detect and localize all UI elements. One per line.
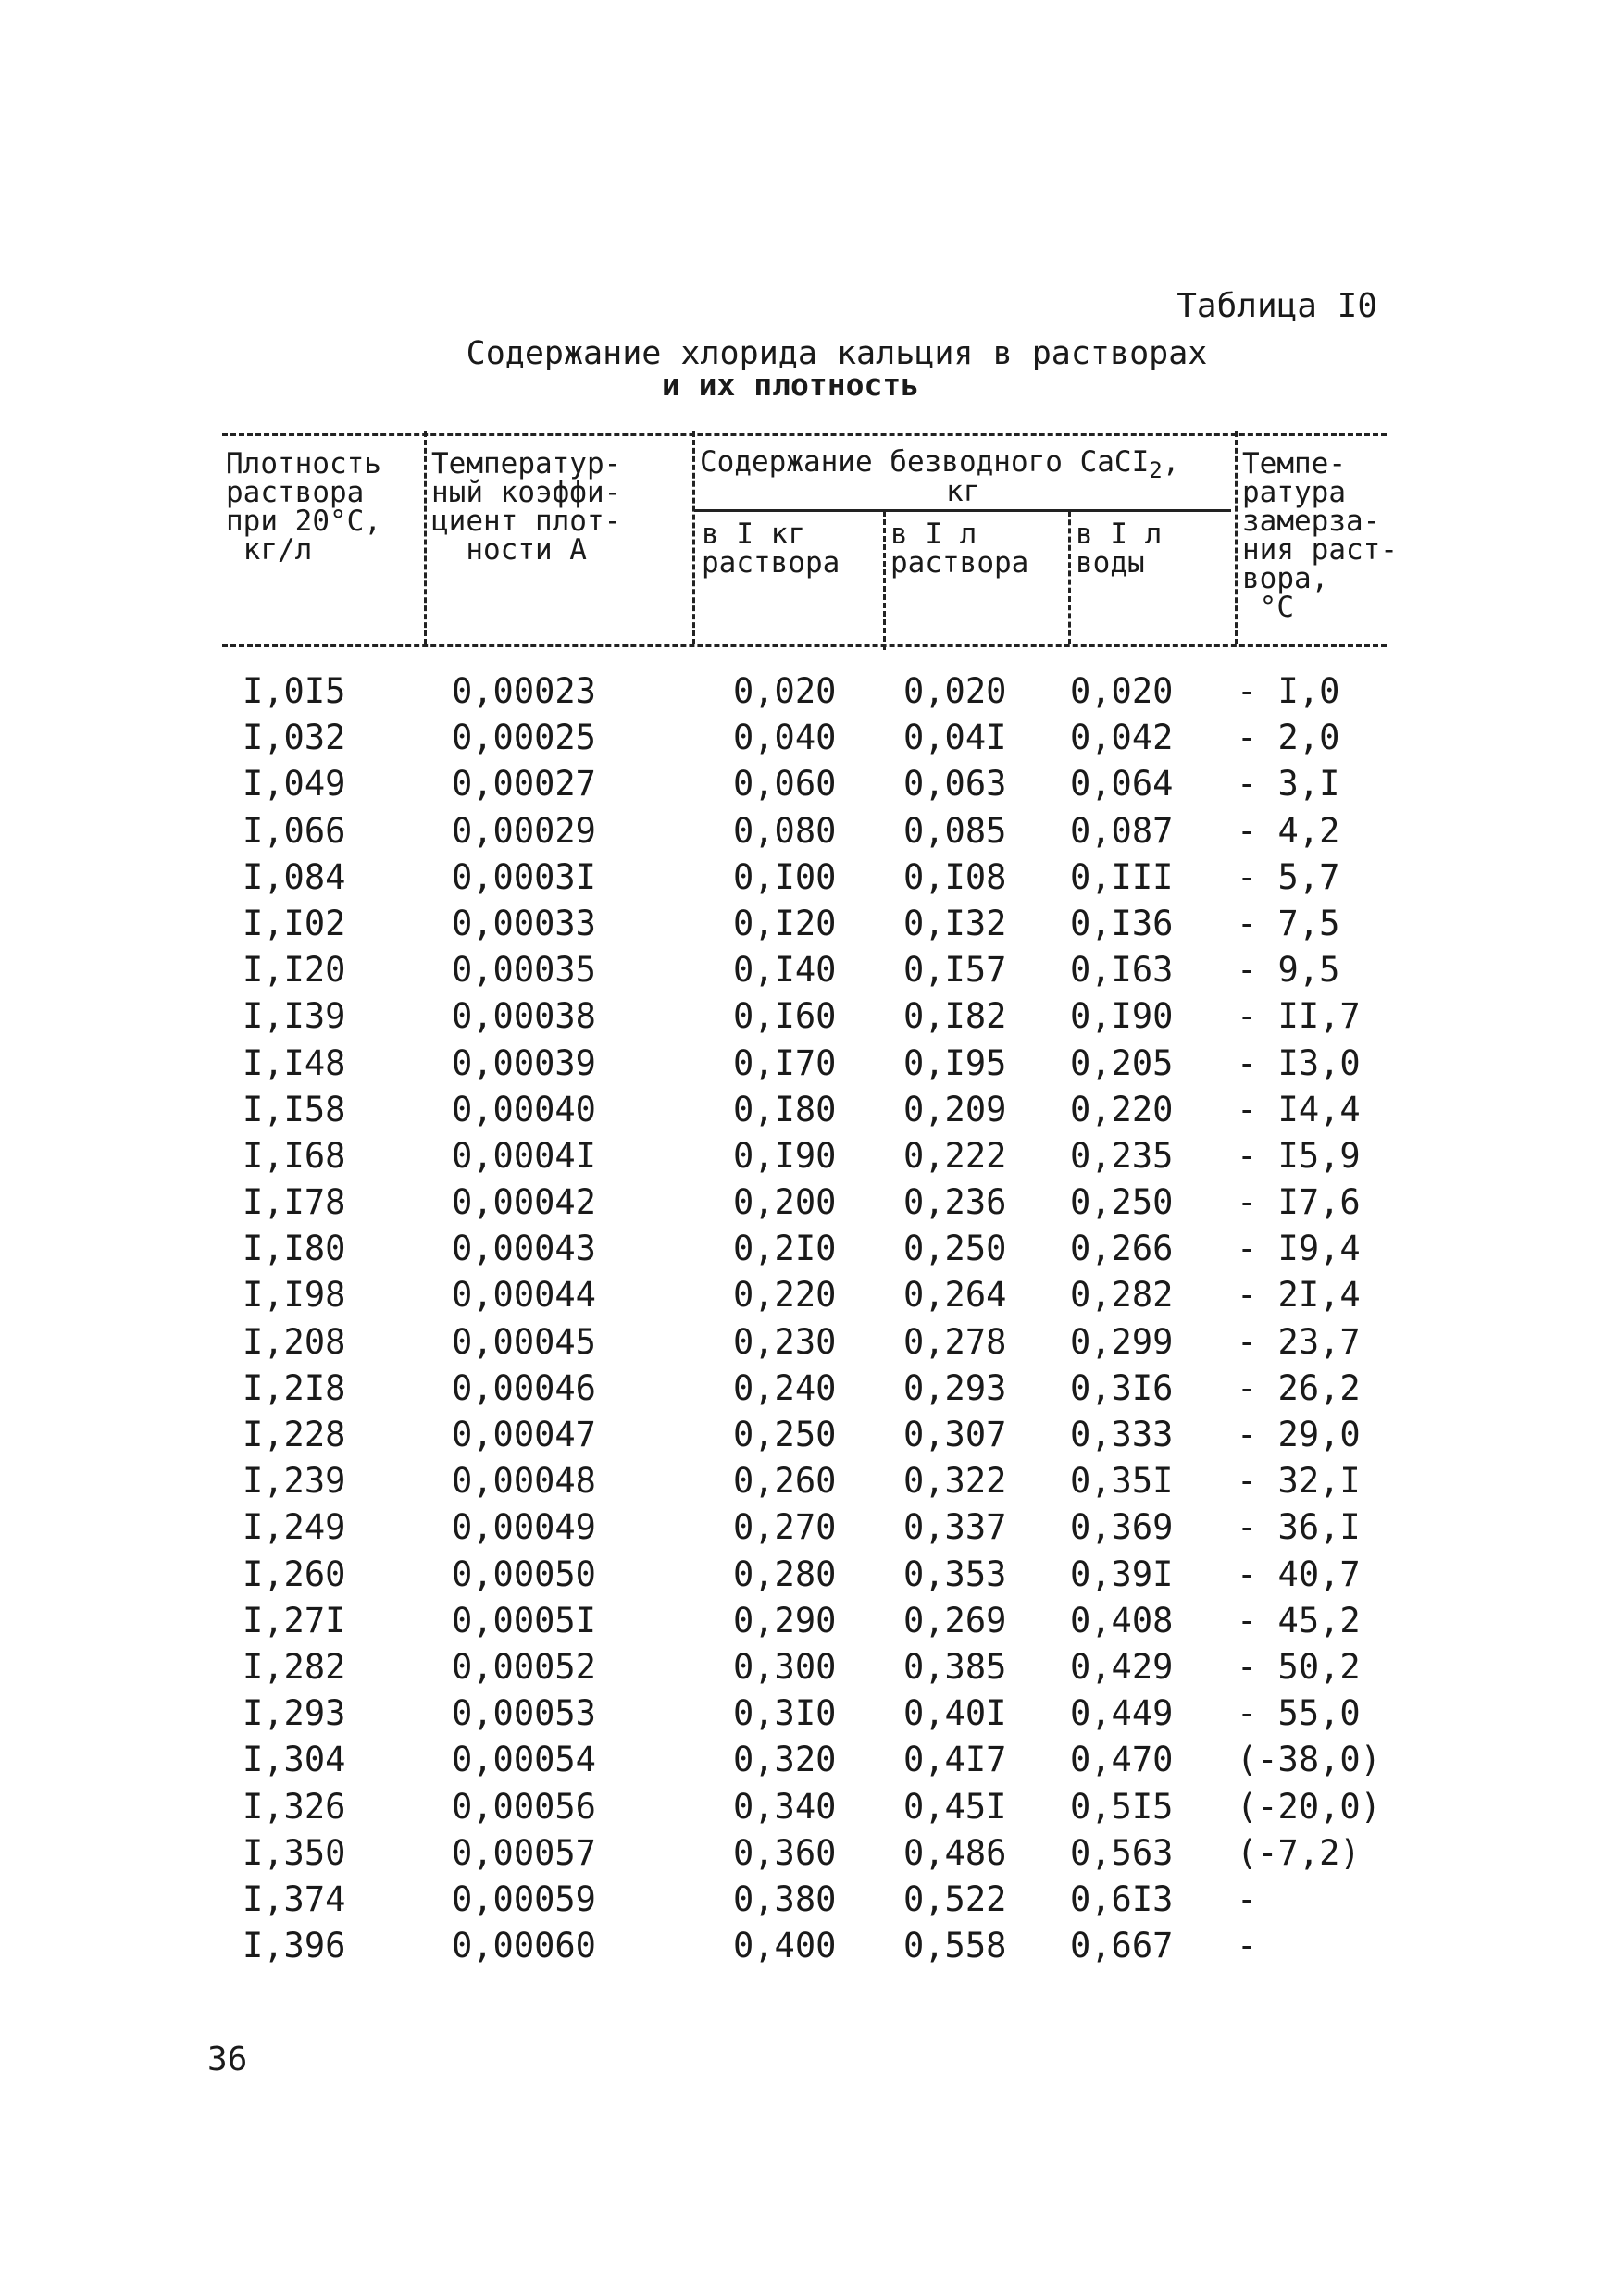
table-row	[0, 1830, 1618, 1877]
cell-per-l-solution: 0,063	[903, 764, 1007, 805]
cell-per-l-water: 0,I90	[1070, 996, 1174, 1037]
cell-temp-coefficient: 0,00054	[452, 1740, 596, 1780]
cell-density: I,I20	[243, 950, 346, 991]
table-row	[0, 1877, 1618, 1923]
header-cacl2-subscript: 2	[1149, 457, 1163, 484]
cell-per-kg-solution: 0,290	[733, 1600, 837, 1641]
cell-temp-coefficient: 0,00052	[452, 1646, 596, 1687]
cell-per-l-water: 0,39I	[1070, 1554, 1174, 1594]
table-title-line2: и их плотность	[661, 367, 920, 403]
cell-per-l-water: 0,087	[1070, 810, 1174, 851]
cell-freezing-temp: - 2,0	[1237, 718, 1340, 758]
cell-per-kg-solution: 0,I90	[733, 1135, 837, 1176]
cell-freezing-temp: - 32,I	[1237, 1461, 1361, 1502]
table-row	[0, 1923, 1618, 1969]
cell-temp-coefficient: 0,00057	[452, 1832, 596, 1873]
cell-per-l-solution: 0,I32	[903, 903, 1007, 943]
header-cacl2-label: Содержание безводного CaCI	[700, 445, 1150, 479]
cell-freezing-temp: -	[1237, 1878, 1258, 1919]
cell-freezing-temp: - 2I,4	[1237, 1275, 1361, 1316]
cell-per-l-water: 0,667	[1070, 1926, 1174, 1966]
cell-density: I,249	[243, 1507, 346, 1548]
cell-freezing-temp: (-20,0)	[1237, 1786, 1381, 1827]
cell-temp-coefficient: 0,00042	[452, 1182, 596, 1223]
cell-per-l-solution: 0,307	[903, 1415, 1007, 1454]
cell-temp-coefficient: 0,00060	[452, 1926, 596, 1966]
cell-density: I,293	[243, 1693, 346, 1734]
cell-freezing-temp: - 23,7	[1237, 1321, 1361, 1362]
cell-density: I,I48	[243, 1042, 346, 1083]
table-row	[0, 1412, 1618, 1458]
cell-density: I,I98	[243, 1275, 346, 1316]
cell-freezing-temp: - 36,I	[1237, 1507, 1361, 1548]
table-row	[0, 808, 1618, 855]
cell-per-l-solution: 0,40I	[903, 1693, 1007, 1734]
cell-temp-coefficient: 0,00029	[452, 810, 596, 851]
cell-per-l-water: 0,3I6	[1070, 1367, 1174, 1408]
header-cacl2-unit: кг	[946, 475, 981, 508]
col-divider-3	[883, 511, 886, 650]
cell-density: I,I02	[243, 903, 346, 943]
cell-per-l-water: 0,5I5	[1070, 1786, 1174, 1827]
cell-freezing-temp: - I4,4	[1237, 1089, 1361, 1129]
cell-per-kg-solution: 0,I20	[733, 903, 837, 943]
cell-freezing-temp: - 3,I	[1237, 764, 1340, 805]
cell-temp-coefficient: 0,00027	[452, 764, 596, 805]
table-label: Таблица I0	[1176, 287, 1377, 325]
cell-per-l-water: 0,299	[1070, 1321, 1174, 1362]
cell-per-kg-solution: 0,280	[733, 1554, 837, 1594]
table-row	[0, 1691, 1618, 1737]
cell-temp-coefficient: 0,00056	[452, 1786, 596, 1827]
cell-per-l-solution: 0,385	[903, 1646, 1007, 1687]
cell-freezing-temp: - 9,5	[1237, 950, 1340, 991]
cell-per-kg-solution: 0,020	[733, 671, 837, 711]
cell-temp-coefficient: 0,00043	[452, 1229, 596, 1269]
cell-per-kg-solution: 0,040	[733, 718, 837, 758]
cell-per-l-solution: 0,337	[903, 1507, 1007, 1548]
cell-density: I,326	[243, 1786, 346, 1827]
cell-per-kg-solution: 0,I60	[733, 996, 837, 1037]
cell-per-l-solution: 0,322	[903, 1461, 1007, 1502]
cell-density: I,304	[243, 1740, 346, 1780]
cell-per-l-solution: 0,278	[903, 1321, 1007, 1362]
cell-per-l-solution: 0,I08	[903, 856, 1007, 897]
header-density: Плотность раствора при 20°С, кг/л	[226, 447, 381, 567]
cell-per-l-water: 0,429	[1070, 1646, 1174, 1687]
cell-density: I,032	[243, 718, 346, 758]
cell-per-l-solution: 0,I82	[903, 996, 1007, 1037]
cell-per-kg-solution: 0,230	[733, 1321, 837, 1362]
cell-density: I,350	[243, 1832, 346, 1873]
cell-freezing-temp: - I7,6	[1237, 1182, 1361, 1223]
cell-freezing-temp: (-38,0)	[1237, 1740, 1381, 1780]
cell-temp-coefficient: 0,00044	[452, 1275, 596, 1316]
cell-per-l-solution: 0,269	[903, 1600, 1007, 1641]
cell-per-l-solution: 0,264	[903, 1275, 1007, 1316]
header-per-l-water: в I л воды	[1076, 518, 1163, 580]
cell-freezing-temp: - 7,5	[1237, 903, 1340, 943]
cell-density: I,066	[243, 810, 346, 851]
table-row	[0, 947, 1618, 993]
cell-per-l-water: 0,III	[1070, 856, 1174, 897]
col-divider-1	[424, 431, 427, 644]
cell-per-kg-solution: 0,I70	[733, 1042, 837, 1083]
cell-per-l-water: 0,563	[1070, 1832, 1174, 1873]
cell-per-l-solution: 0,I57	[903, 950, 1007, 991]
table-row	[0, 1087, 1618, 1133]
cell-per-l-water: 0,6I3	[1070, 1878, 1174, 1919]
cell-per-l-water: 0,I63	[1070, 950, 1174, 991]
table-row	[0, 715, 1618, 761]
table-row	[0, 1041, 1618, 1087]
cell-density: I,27I	[243, 1600, 346, 1641]
cell-per-l-water: 0,020	[1070, 671, 1174, 711]
cell-per-l-water: 0,235	[1070, 1135, 1174, 1176]
cell-per-l-solution: 0,486	[903, 1832, 1007, 1873]
cell-density: I,374	[243, 1878, 346, 1919]
cell-per-l-solution: 0,236	[903, 1182, 1007, 1223]
cell-freezing-temp: -	[1237, 1926, 1258, 1966]
table-row	[0, 1737, 1618, 1783]
cell-per-kg-solution: 0,220	[733, 1275, 837, 1316]
cell-per-l-water: 0,35I	[1070, 1461, 1174, 1502]
cell-temp-coefficient: 0,00047	[452, 1415, 596, 1454]
cell-per-l-solution: 0,085	[903, 810, 1007, 851]
cell-freezing-temp: - 26,2	[1237, 1367, 1361, 1408]
table-row	[0, 1179, 1618, 1226]
cell-density: I,I78	[243, 1182, 346, 1223]
cell-per-kg-solution: 0,3I0	[733, 1693, 837, 1734]
table-row	[0, 1272, 1618, 1318]
cell-per-kg-solution: 0,I00	[733, 856, 837, 897]
cell-density: I,I80	[243, 1229, 346, 1269]
cell-density: I,I39	[243, 996, 346, 1037]
cell-temp-coefficient: 0,00039	[452, 1042, 596, 1083]
cell-per-l-water: 0,408	[1070, 1600, 1174, 1641]
table-row	[0, 993, 1618, 1040]
table-row	[0, 855, 1618, 901]
header-per-l-solution: в I л раствора	[890, 518, 1029, 580]
cell-freezing-temp: - 50,2	[1237, 1646, 1361, 1687]
table-row	[0, 1458, 1618, 1504]
cell-per-l-water: 0,250	[1070, 1182, 1174, 1223]
header-bottom-rule	[222, 644, 1387, 647]
cell-per-l-water: 0,205	[1070, 1042, 1174, 1083]
cell-per-l-solution: 0,558	[903, 1926, 1007, 1966]
cell-per-l-solution: 0,45I	[903, 1786, 1007, 1827]
cell-density: I,I68	[243, 1135, 346, 1176]
cell-per-kg-solution: 0,340	[733, 1786, 837, 1827]
header-temp-coefficient: Температур- ный коэффи- циент плот- ности А	[431, 447, 622, 567]
cell-per-kg-solution: 0,260	[733, 1461, 837, 1502]
table-row	[0, 1598, 1618, 1644]
table-row	[0, 668, 1618, 715]
cell-per-l-water: 0,220	[1070, 1089, 1174, 1129]
cell-freezing-temp: - 5,7	[1237, 856, 1340, 897]
cell-per-l-solution: 0,I95	[903, 1042, 1007, 1083]
cell-temp-coefficient: 0,00053	[452, 1693, 596, 1734]
cell-density: I,282	[243, 1646, 346, 1687]
cell-density: I,260	[243, 1554, 346, 1594]
cell-temp-coefficient: 0,00050	[452, 1554, 596, 1594]
header-freezing-temp: Темпе- ратура замерза- ния раст- вора, °С	[1242, 447, 1398, 624]
cell-temp-coefficient: 0,00045	[452, 1321, 596, 1362]
cell-freezing-temp: - 40,7	[1237, 1554, 1361, 1594]
cell-temp-coefficient: 0,0003I	[452, 856, 596, 897]
cell-per-kg-solution: 0,380	[733, 1878, 837, 1919]
cell-per-kg-solution: 0,I80	[733, 1089, 837, 1129]
table-row	[0, 1644, 1618, 1691]
cell-per-l-solution: 0,04I	[903, 718, 1007, 758]
cell-temp-coefficient: 0,00040	[452, 1089, 596, 1129]
cell-density: I,084	[243, 856, 346, 897]
header-cacl2-comma: ,	[1162, 445, 1180, 479]
table-body	[0, 668, 1618, 1969]
cell-per-l-water: 0,042	[1070, 718, 1174, 758]
group-header-rule	[694, 509, 1231, 512]
cell-per-kg-solution: 0,250	[733, 1415, 837, 1454]
cell-per-kg-solution: 0,200	[733, 1182, 837, 1223]
cell-per-kg-solution: 0,2I0	[733, 1229, 837, 1269]
cell-density: I,208	[243, 1321, 346, 1362]
cell-freezing-temp: - I9,4	[1237, 1229, 1361, 1269]
cell-temp-coefficient: 0,00048	[452, 1461, 596, 1502]
cell-density: I,0I5	[243, 671, 346, 711]
header-per-kg-solution: в I кг раствора	[702, 518, 840, 580]
table-row	[0, 1226, 1618, 1272]
cell-per-l-water: 0,369	[1070, 1507, 1174, 1548]
table-row	[0, 1552, 1618, 1598]
col-divider-5	[1235, 431, 1238, 644]
cell-freezing-temp: - I3,0	[1237, 1042, 1361, 1083]
cell-per-l-solution: 0,020	[903, 671, 1007, 711]
header-cacl2-content	[700, 445, 1180, 485]
cell-per-kg-solution: 0,270	[733, 1507, 837, 1548]
cell-temp-coefficient: 0,0005I	[452, 1600, 596, 1641]
cell-density: I,I58	[243, 1089, 346, 1129]
page-number: 36	[207, 2040, 248, 2078]
cell-per-l-solution: 0,353	[903, 1554, 1007, 1594]
cell-per-l-water: 0,064	[1070, 764, 1174, 805]
cell-per-kg-solution: 0,320	[733, 1740, 837, 1780]
cell-per-kg-solution: 0,360	[733, 1832, 837, 1873]
col-divider-2	[692, 431, 695, 644]
cell-freezing-temp: - 55,0	[1237, 1693, 1361, 1734]
cell-freezing-temp: - 29,0	[1237, 1415, 1361, 1454]
cell-per-kg-solution: 0,I40	[733, 950, 837, 991]
header-top-rule	[222, 433, 1387, 436]
cell-per-l-water: 0,282	[1070, 1275, 1174, 1316]
cell-density: I,049	[243, 764, 346, 805]
cell-per-l-solution: 0,222	[903, 1135, 1007, 1176]
cell-per-kg-solution: 0,400	[733, 1926, 837, 1966]
cell-per-l-solution: 0,293	[903, 1367, 1007, 1408]
cell-freezing-temp: - I,0	[1237, 671, 1340, 711]
cell-per-l-water: 0,333	[1070, 1415, 1174, 1454]
table-row	[0, 1133, 1618, 1179]
table-title-line1: Содержание хлорида кальция в растворах	[466, 335, 1208, 372]
cell-per-kg-solution: 0,080	[733, 810, 837, 851]
table-row	[0, 1784, 1618, 1830]
cell-temp-coefficient: 0,00025	[452, 718, 596, 758]
cell-temp-coefficient: 0,0004I	[452, 1135, 596, 1176]
cell-temp-coefficient: 0,00038	[452, 996, 596, 1037]
cell-per-kg-solution: 0,300	[733, 1646, 837, 1687]
col-divider-4	[1068, 511, 1071, 644]
cell-temp-coefficient: 0,00059	[452, 1878, 596, 1919]
cell-per-l-solution: 0,209	[903, 1089, 1007, 1129]
cell-freezing-temp: - 45,2	[1237, 1600, 1361, 1641]
table-row	[0, 1366, 1618, 1412]
table-row	[0, 1319, 1618, 1366]
cell-freezing-temp: - I5,9	[1237, 1135, 1361, 1176]
cell-temp-coefficient: 0,00033	[452, 903, 596, 943]
table-row	[0, 901, 1618, 947]
cell-per-kg-solution: 0,240	[733, 1367, 837, 1408]
cell-per-l-water: 0,266	[1070, 1229, 1174, 1269]
cell-per-l-water: 0,470	[1070, 1740, 1174, 1780]
table-row	[0, 761, 1618, 807]
cell-density: I,396	[243, 1926, 346, 1966]
cell-per-kg-solution: 0,060	[733, 764, 837, 805]
cell-temp-coefficient: 0,00035	[452, 950, 596, 991]
cell-freezing-temp: (-7,2)	[1237, 1832, 1361, 1873]
cell-density: I,2I8	[243, 1367, 346, 1408]
table-row	[0, 1504, 1618, 1551]
cell-temp-coefficient: 0,00023	[452, 671, 596, 711]
cell-per-l-solution: 0,4I7	[903, 1740, 1007, 1780]
cell-temp-coefficient: 0,00046	[452, 1367, 596, 1408]
cell-freezing-temp: - 4,2	[1237, 810, 1340, 851]
cell-freezing-temp: - II,7	[1237, 996, 1361, 1037]
cell-density: I,239	[243, 1461, 346, 1502]
cell-temp-coefficient: 0,00049	[452, 1507, 596, 1548]
cell-per-l-water: 0,449	[1070, 1693, 1174, 1734]
cell-per-l-solution: 0,522	[903, 1878, 1007, 1919]
cell-per-l-water: 0,I36	[1070, 903, 1174, 943]
cell-density: I,228	[243, 1415, 346, 1454]
cell-per-l-solution: 0,250	[903, 1229, 1007, 1269]
